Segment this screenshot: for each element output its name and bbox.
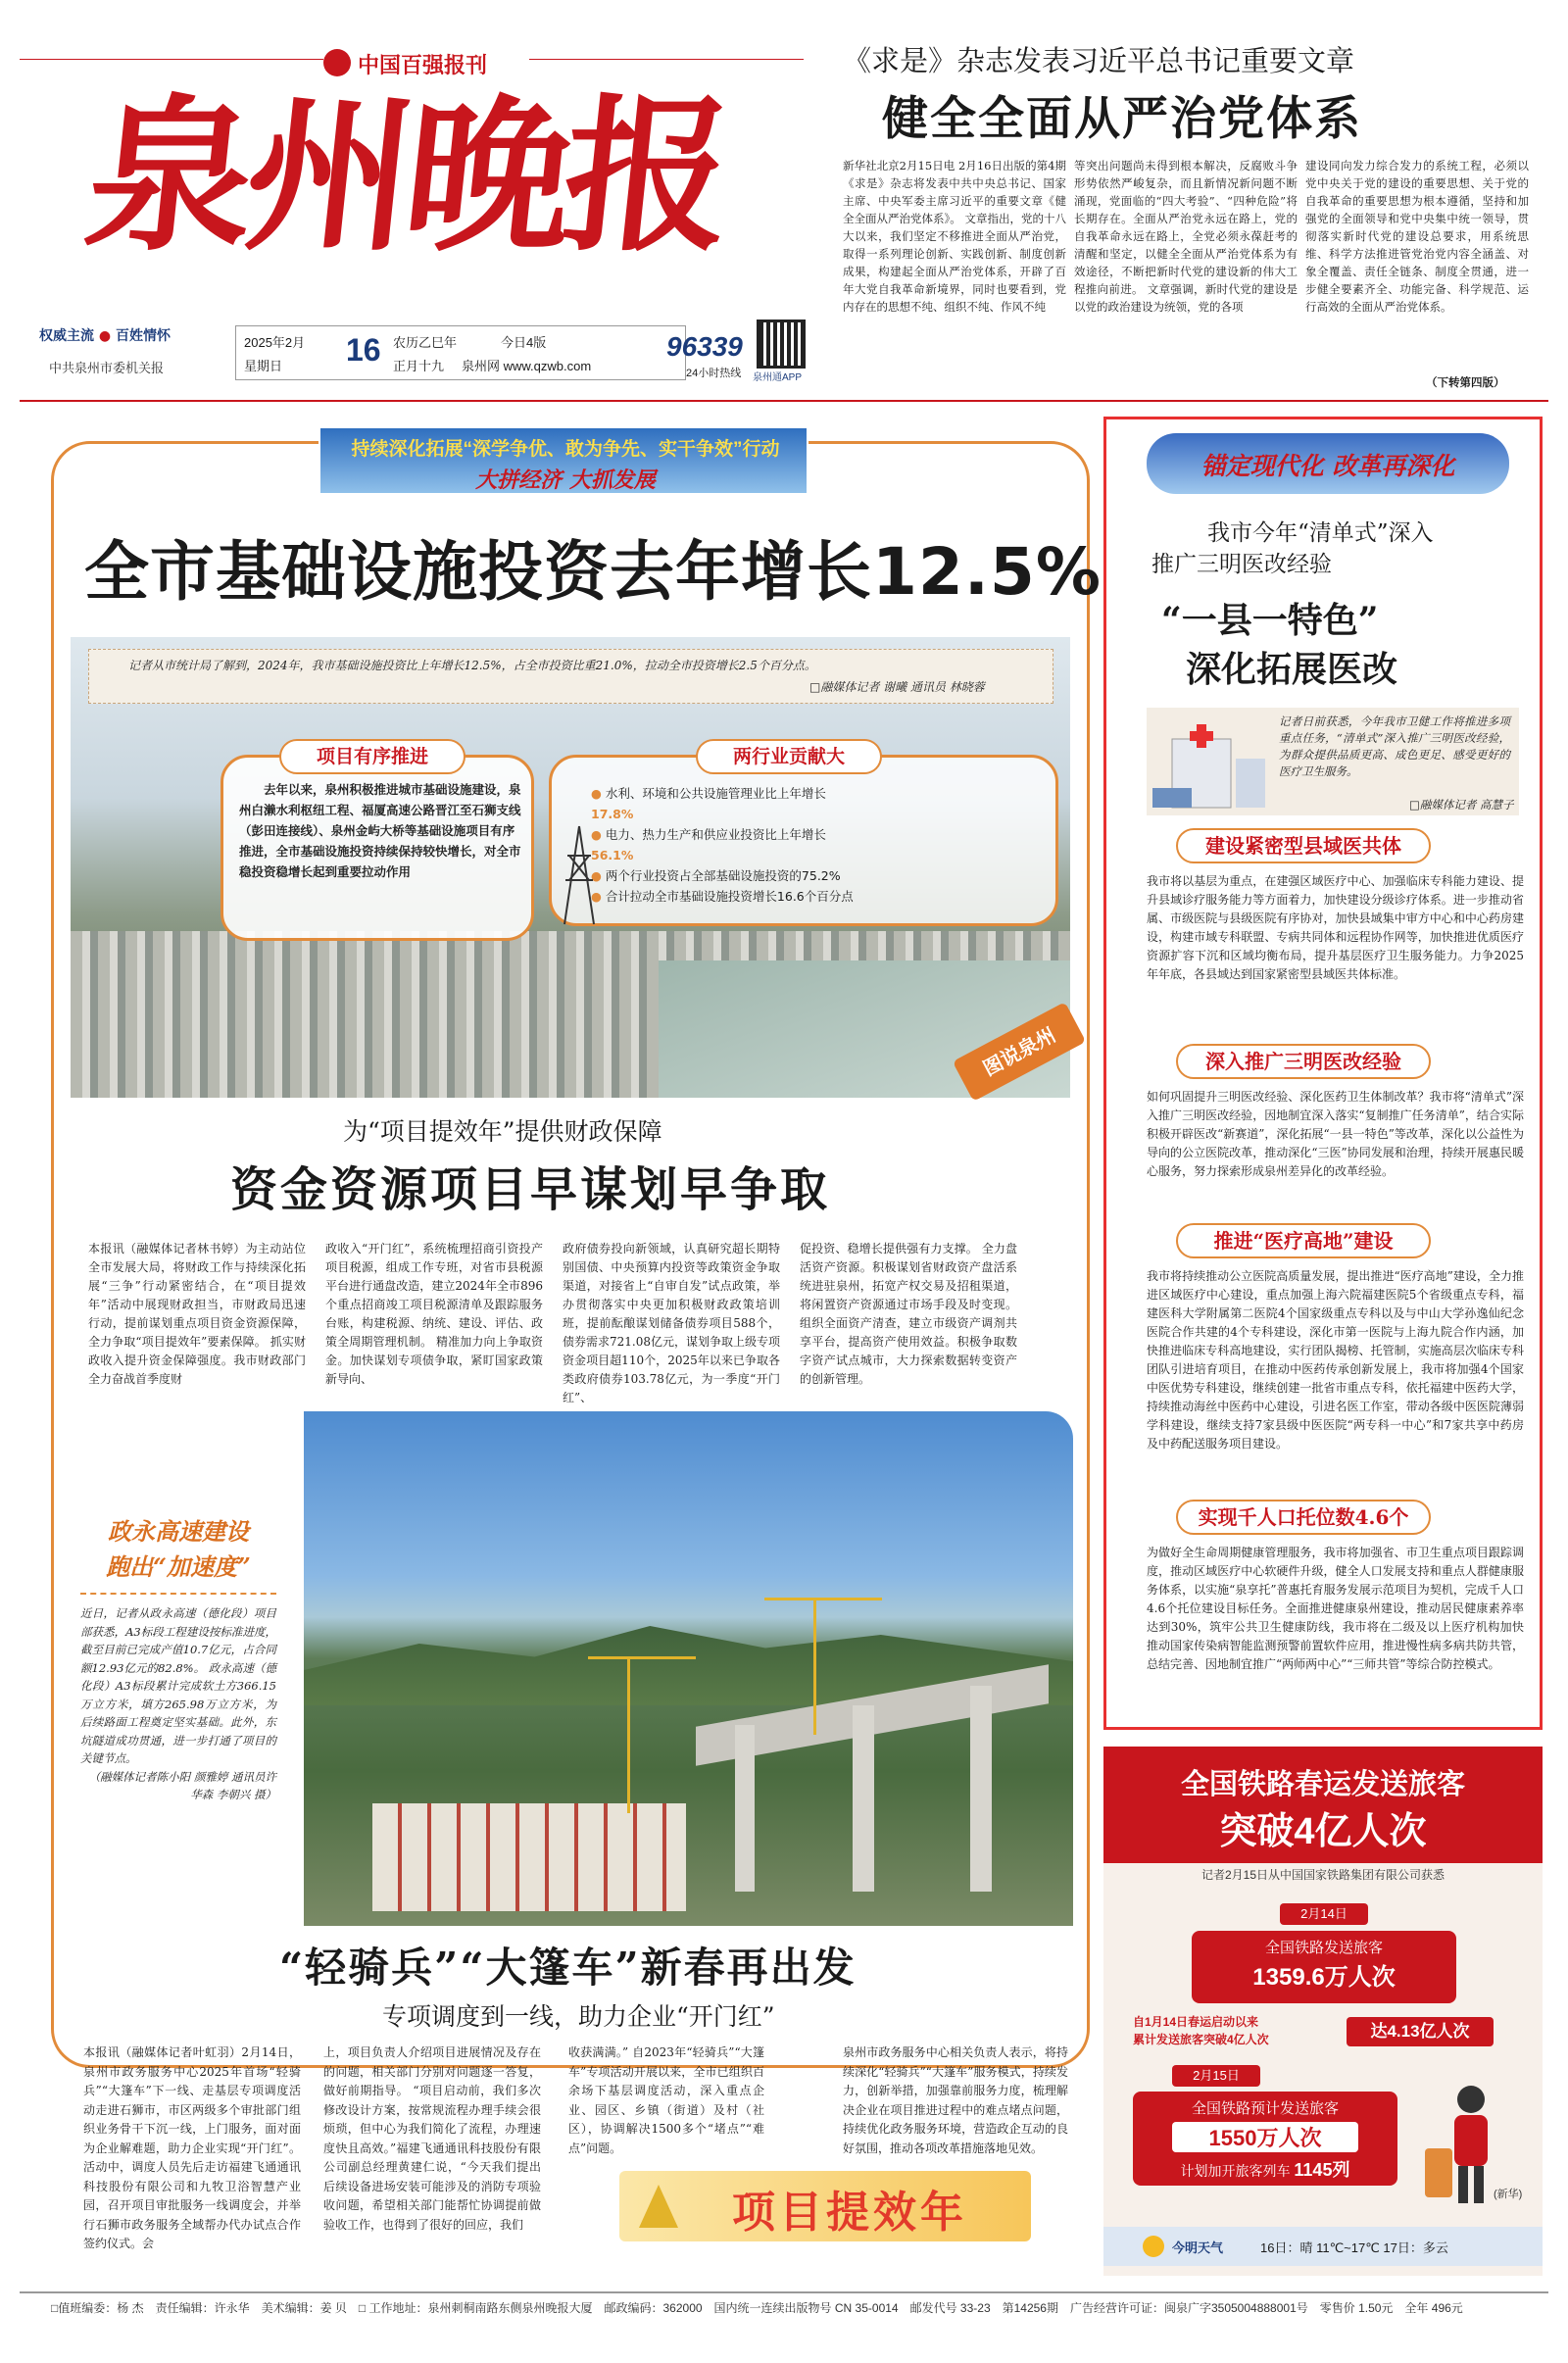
box-2-item-2: ● 电力、热力生产和供应业投资比上年增长 — [591, 827, 826, 842]
feature-headline: 全市基础设施投资去年增长12.5% — [84, 534, 1102, 610]
sidebar-text: 近日，记者从政永高速（德化段）项目部获悉，A3标段工程建设按标准进度，截至目前已完成产值10.7亿元，占合同额12.93亿元的82.8%。 政永高速（德化段）A3标段累计完成软土方366.15万立方米，填方265.98万立方米，为后续路面工程奠定坚实基础。此外，东坑隧道成功贯通，进一步打通了项目的关键节点。 — [80, 1606, 276, 1765]
weather-text: 16日：晴 11℃~17℃ 17日：多云 — [1260, 2240, 1448, 2255]
lead-col-3: 建设同向发力综合发力的系统工程，必须以党中央关于党的建设的重要思想、关于党的自我革命的重要思想为根本遵循，坚持和加强党的全面领导和党中央集中统一领导，贯彻落实新时代党的建设总要求，用系统思维、科学方法推进管党治党内容全涵盖、对象全覆盖、责任全链条、制度全贯通，进一步健全要素齐全、功能完备、科学规范、运行高效的全面从严治党体系。 — [1305, 159, 1529, 314]
rail-stat-2-value: 1550万人次 — [1172, 2122, 1358, 2152]
day-number: 16 — [346, 332, 381, 368]
box-2-item-4: ● 合计拉动全市基础设施投资增长16.6个百分点 — [591, 889, 854, 904]
lunar-a: 农历乙巳年 — [393, 335, 458, 350]
box-1 — [220, 755, 534, 941]
story3-banner — [619, 2171, 1031, 2241]
slogan-a: 权威主流 — [39, 328, 94, 344]
publisher: 中共泉州市委机关报 — [49, 361, 165, 375]
badge-icon — [323, 49, 351, 76]
rail-plan-label: 计划加开旅客列车 — [1180, 2163, 1291, 2179]
health-headline-a: “一县一特色” — [1161, 600, 1379, 641]
badge-text: 中国百强报刊 — [358, 53, 488, 77]
banner-sub: 大拼经济 大抓发展 — [475, 468, 656, 493]
lead-headline: 健全全面从严治党体系 — [882, 92, 1362, 146]
date-text: 2025年2月 — [244, 335, 306, 350]
crane-1-arm — [764, 1598, 882, 1600]
rail-plan-value: 1145列 — [1294, 2160, 1350, 2180]
qr-code-icon — [757, 320, 806, 369]
masthead-divider — [20, 400, 1548, 402]
health-kicker-b: 推广三明医改经验 — [1152, 552, 1332, 577]
rail-date-2: 2月15日 — [1172, 2065, 1260, 2087]
hotline-number: 96339 — [666, 331, 743, 362]
crane-icon — [639, 2185, 678, 2228]
rail-credit: (新华) — [1494, 2189, 1523, 2200]
feature-banner — [318, 426, 808, 495]
box-1-title: 项目有序推进 — [279, 739, 466, 774]
health-section-2-text: 如何巩固提升三明医改经验、深化医药卫生体制改革？我市将“清单式”深入推广三明医改经验，因地制宜深入落实“复制推广任务清单”，结合实际积极开辟医改“新赛道”，深化拓展“一县一特色”等改革，深化以公益性为导向的公立医院改革，推动深化“三医”协同发展和治理，持续开展惠民暖心服务，努力探索形成泉州差异化的改革经验。 — [1147, 1090, 1524, 1178]
box-2-title: 两行业贡献大 — [696, 739, 882, 774]
box-1-text: 去年以来，泉州积极推进城市基础设施建设，泉州白濑水利枢纽工程、福厦高速公路晋江至石狮支线（彭田连接线）、泉州金屿大桥等基础设施项目有序推进，全市基础设施投资持续保持较快增长，对全市稳投资稳增长起到重要拉动作用 — [239, 782, 521, 879]
lead-story — [843, 39, 1548, 402]
story3-subhead: 专项调度到一线，助力企业“开门红” — [382, 2002, 775, 2031]
rail-date-1: 2月14日 — [1280, 1903, 1368, 1925]
health-intro-text: 记者日前获悉，今年我市卫健工作将推进多项重点任务，“清单式”深入推广三明医改经验，为群众提供品质更高、成色更足、感受更好的医疗卫生服务。 — [1279, 714, 1510, 778]
story3-col-4: 泉州市政务服务中心相关负责人表示，将持续深化“轻骑兵”“大篷车”服务模式，持续发力，创新举措，加强靠前服务力度，梳理解决企业在项目推进过程中的难点堵点问题，持续优化政务服务环境，营造政企互动的良好氛围，推动各项改革措施落地见效。 — [843, 2045, 1068, 2155]
summary-box — [88, 649, 1054, 704]
bridge-pier-2 — [853, 1705, 874, 1892]
story2-col-4: 促投资、稳增长提供强有力支撑。 全力盘活资产资源。积极谋划省财政资产盘活系统进驻泉州，拓宽产权交易及招租渠道，将闲置资产资源通过市场手段及时变现。组织全面资产清查，建立市级资产调剂共享平台，提高资产使用效益。积极争取数字资产试点城市，大力探索数据转变资产的创新管理。 — [800, 1242, 1017, 1386]
construction-photo — [304, 1411, 1073, 1926]
story3-headline: “轻骑兵”“大篷车”新春再出发 — [279, 1944, 857, 1992]
masthead-rule-right — [529, 59, 804, 60]
sidebar-title-a: 政永高速建设 — [108, 1517, 249, 1546]
lunar-b: 正月十九 — [393, 359, 445, 373]
slogan-b: 百姓情怀 — [115, 328, 171, 344]
sidebar-title-b: 跑出“加速度” — [106, 1552, 251, 1581]
bridge-pier-1 — [735, 1725, 755, 1892]
rail-stat-2 — [1133, 2092, 1397, 2186]
summary-text: 记者从市统计局了解到，2024年，我市基础设施投资比上年增长12.5%，占全市投资比重21.0%，拉动全市投资增长2.5个百分点。 — [128, 659, 816, 672]
rail-stat-1 — [1192, 1931, 1456, 2003]
edition-text: 今日4版 — [501, 335, 547, 350]
story2-col-1: 本报讯（融媒体记者林书婷）为主动站位全市发展大局，将财政工作与持续深化拓展“三争”行动紧密结合，在“项目提效年”活动中展现财政担当，市财政局迅速行动，提前谋划重点项目资金资源保障，全力争取“项目提效年”要素保障。 抓实财政收入提升资金保障强度。我市财政部门全力奋战首季度财 — [88, 1242, 306, 1386]
bridge-pier-3 — [970, 1686, 992, 1892]
masthead-rule — [20, 59, 323, 60]
health-section-3-title: 推进“医疗高地”建设 — [1176, 1223, 1431, 1258]
story2-col-3: 政府债券投向新领域，认真研究超长期特别国债、中央预算内投资等政策资金争取渠道，对接省上“自审自发”试点政策，举办贯彻落实中央更加积极财政政策培训班，提前酝酿谋划储备债券项目588个，债券需求721.08亿元，谋划争取上级专项资金项目超110个，2025年以来已争取各类政府债券103.78亿元，为一季度“开门红”、 — [563, 1242, 780, 1404]
box-2-item-1: ● 水利、环境和公共设施管理业比上年增长 — [591, 786, 826, 801]
story2-col-2: 政收入“开门红”，系统梳理招商引资投产项目税源，组成工作专班，对省市县税源平台进行通盘改造，建立2024年全市896个重点招商竣工项目税源清单及跟踪服务台账，构建税源、纳统、建设、评估、政策全周期管理机制。 精准加力向上争取资金。加快谋划专项债争取，紧盯国家政策新导向、 — [325, 1242, 543, 1386]
health-banner — [1147, 433, 1509, 494]
rail-cum-value: 达4.13亿人次 — [1347, 2017, 1494, 2046]
health-section-4-title: 实现千人口托位数4.6个 — [1176, 1500, 1431, 1535]
rail-cum-b: 累计发送旅客突破4亿人次 — [1133, 2033, 1269, 2046]
health-section-1-text: 我市将以基层为重点，在建强区域医疗中心、加强临床专科能力建设、提升县域诊疗服务能力等方面着力，加快建设分级诊疗体系。进一步推动省属、市级医院与县级医院有序协对，加快县域集中审方中心和中心药房建设，构建市域专科联盟、专病共同体和远程协作网等，加快推进优质医疗资源扩容下沉和区域均衡布局，提升基层医疗卫生服务能力。力争2025年年底，各县域达到国家紧密型县域医共体标准。 — [1147, 874, 1524, 981]
weather-bar — [1103, 2227, 1543, 2266]
heart-icon: ● — [98, 328, 112, 344]
weather-label: 今明天气 — [1172, 2240, 1224, 2255]
lead-kicker: 《求是》杂志发表习近平总书记重要文章 — [843, 44, 1355, 77]
story3-col-3: 收获满满。” 自2023年“轻骑兵”“大篷车”专项活动开展以来，全市已组织百余场下基层调度活动，深入重点企业、园区、乡镇（街道）及村（社区），协调解决1500多个“堵点”“难点”问题。 — [568, 2045, 764, 2155]
sidebar-story — [80, 1593, 276, 1906]
health-headline-b: 深化拓展医改 — [1186, 649, 1398, 690]
rail-cum-text — [1133, 2013, 1329, 2048]
sidebar-byline: （融媒体记者陈小阳 颜雅婷 通讯员许华森 李朝兴 摄） — [88, 1769, 276, 1801]
box-2-item-3: ● 两个行业投资占全部基础设施投资的75.2% — [591, 868, 841, 883]
photo-tag-text: 图说泉州 — [979, 1022, 1059, 1081]
masthead-title: 泉州晚报 — [77, 78, 734, 274]
box-2-value-1: 17.8% — [591, 807, 634, 821]
story3-col-1: 本报讯（融媒体记者叶虹羽）2月14日，泉州市政务服务中心2025年首场“轻骑兵”“大篷车”下一线、走基层专项调度活动走进石狮市，市区两级多个审批部门组织业务骨干下沉一线，上门服务，面对面为企业解难题，助力企业实现“开门红”。 活动中，调度人员先后走访福建飞通通讯科技股份有限公司和九牧卫浴智慧产业园，召开项目审批服务一线调度会，并举行石狮市政务服务全域帮办代办试点合作签约仪式。会 — [83, 2045, 301, 2250]
rail-stat-2-label: 全国铁路预计发送旅客 — [1191, 2100, 1339, 2117]
site-buildings — [372, 1803, 686, 1911]
sun-icon — [1143, 2236, 1164, 2257]
health-section-2-title: 深入推广三明医改经验 — [1176, 1044, 1431, 1079]
story2-kicker: 为“项目提效年”提供财政保障 — [343, 1117, 662, 1146]
health-section-4-text: 为做好全生命周期健康管理服务，我市将加强省、市卫生重点项目跟踪调度，推动区域医疗中心软硬件升级，健全人口发展支持和重点人群健康服务体系，以实施“泉享托”普惠托育服务发展示范项目为契机，完成千人口4.6个托位建设目标任务。全面推进健康泉州建设，推动居民健康素养率达到30%，筑牢公共卫生健康防线，我市将在二级及以上医疗机构加快推动国家传染病智能监测预警前置软件应用，推进慢性病多病共防共管，总结完善、因地制宜推广“两师两中心”“三师共管”等综合防控模式。 — [1147, 1546, 1524, 1671]
lead-jump[interactable]: （下转第四版） — [1426, 375, 1505, 389]
story3-banner-text: 项目提效年 — [732, 2189, 967, 2237]
rail-stat-1-label: 全国铁路发送旅客 — [1264, 1940, 1383, 1956]
box-2-value-2: 56.1% — [591, 848, 634, 862]
sidebar-title — [80, 1514, 276, 1585]
health-section-1-title: 建设紧密型县域医共体 — [1176, 828, 1431, 863]
weekday-text: 星期日 — [244, 359, 283, 373]
power-tower-icon — [560, 826, 599, 924]
rail-stat-1-value: 1359.6万人次 — [1252, 1964, 1396, 1991]
health-intro — [1147, 708, 1519, 815]
crane-2-arm — [588, 1656, 696, 1659]
crane-1 — [813, 1598, 816, 1735]
lead-col-2: 等突出问题尚未得到根本解决，反腐败斗争形势依然严峻复杂，而且新情况新问题不断涌现，党面临的“四大考验”、“四种危险”将长期存在。全面从严治党永远在路上，党的自我革命永远在路上，全党必须永葆赶考的清醒和坚定，以健全全面从严治党体系为有效途径，不断把新时代党的建设新的伟大工程推向前进。 文章强调，新时代党的建设是以党的政治建设为统领，党的各项 — [1074, 159, 1298, 314]
box-2 — [549, 755, 1058, 926]
website-text[interactable]: 泉州网 www.qzwb.com — [462, 359, 592, 373]
lead-col-1: 新华社北京2月15日电 2月16日出版的第4期《求是》杂志将发表中共中央总书记、国家主席、中央军委主席习近平的重要文章《健全全面从严治党体系》。 文章指出，党的十八大以来，我们坚定不移推进全面从严治党，取得一系列理论创新、实践创新、制度创新成果，构建起全面从严治党体系，开辟了百年大党自我革命新境界，同时也要看到，党内存在的思想不纯、组织不纯、作风不纯 — [843, 159, 1066, 314]
health-intro-byline: □融媒体记者 高慧子 — [1409, 798, 1514, 812]
hospital-icon — [1152, 719, 1270, 808]
rail-headline-a: 全国铁路春运发送旅客 — [1180, 1769, 1465, 1800]
health-kicker-a: 我市今年“清单式”深入 — [1207, 520, 1434, 546]
rail-cum-a: 自1月14日春运启动以来 — [1133, 2015, 1259, 2029]
footer-rule — [20, 2291, 1548, 2293]
rail-source: 记者2月15日从中国国家铁路集团有限公司获悉 — [1200, 1868, 1446, 1882]
summary-byline: □融媒体记者 谢曦 通讯员 林晓蓉 — [809, 680, 985, 694]
date-box — [235, 325, 686, 380]
health-section-3-text: 我市将持续推动公立医院高质量发展，提出推进“医疗高地”建设，全力推进区域医疗中心建设，重点加强上海六院福建医院5个省级重点专科，福建医科大学附属第二医院4个国家级重点专科以及与中山大学孙逸仙纪念医院合作共建的4个专科建设，深化市第一医院与上海九院合作内涵，加快推进临床专科高地建设，实行团队揭榜、托管制，实施高层次临床专科团队引进培育项目，在推动中医药传承创新发展上，我市将加强4个国家中医优势专科建设，继续创建一批省市重点专科，依托福建中医药大学，持续推动海丝中医药中心建设，引进名医工作室，带动各级中医医院薄弱学科建设，继续支持7家县级中医医院“两专科一中心”和7家共享中药房及中药配送服务项目建设。 — [1147, 1269, 1524, 1451]
hotline-label: 24小时热线 — [686, 368, 742, 379]
crane-2 — [627, 1656, 630, 1813]
app-label: 泉州通APP — [753, 372, 803, 383]
rail-panel — [1103, 1747, 1543, 2276]
banner-top: 持续深化拓展“深学争优、敢为争先、实干争效”行动 — [351, 439, 780, 460]
footer-text: □值班编委：杨 杰 责任编辑：许永华 美术编辑：姜 贝 □ 工作地址：泉州刺桐南路东侧泉州晚报大厦 邮政编码：362000 国内统一连续出版物号 CN 35-0014 邮发代号 33-23 第14256期 广告经营许可证：闽泉广字3505004888001号 零售价 1.50元 全年 496元 — [51, 2301, 1463, 2315]
story3-col-2: 上，项目负责人介绍项目进展情况及存在的问题，相关部门分别对问题逐一答复，做好前期指导。 “项目启动前，我们多次修改设计方案，按常规流程办理手续会很烦琐，但中心为我们简化了流程，办理速度快且高效。”福建飞通通讯科技股份有限公司副总经理黄建仁说，“今天我们提出后续设备进场安装可能涉及的消防专项验收问题，希望相关部门能帮忙协调提前做验收工作，也得到了很好的回应，我们 — [323, 2045, 541, 2232]
story2-headline: 资金资源项目早谋划早争取 — [230, 1162, 831, 1217]
rail-headline-b: 突破4亿人次 — [1219, 1811, 1427, 1852]
health-banner-text: 锚定现代化 改革再深化 — [1200, 452, 1455, 480]
